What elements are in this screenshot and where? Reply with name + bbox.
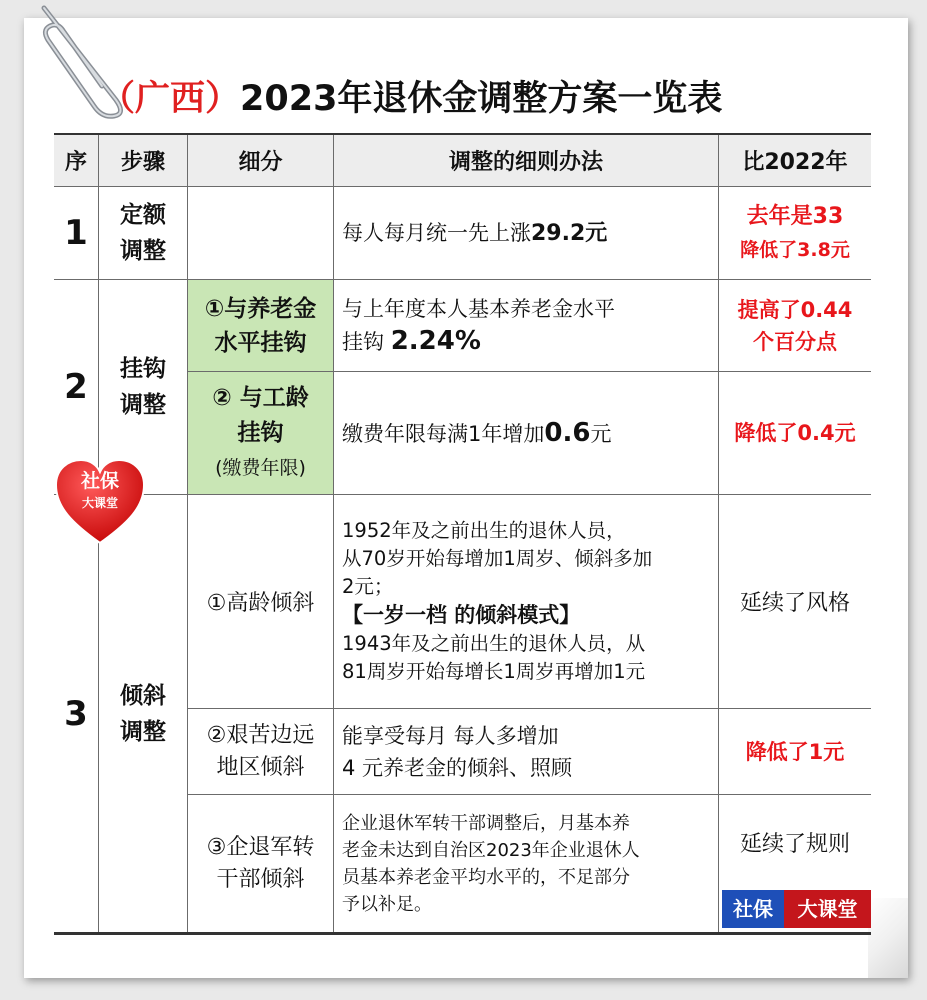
row3-sub1-label: ①高龄倾斜 bbox=[188, 495, 334, 709]
header-sub: 细分 bbox=[188, 135, 334, 187]
page-title bbox=[100, 74, 860, 124]
row3-sub2-desc: 能享受每月 每人多增加 4 元养老金的倾斜、照顾 bbox=[334, 709, 719, 795]
corner-badge-left: 社保 bbox=[722, 890, 784, 928]
row1-num: 1 bbox=[54, 187, 99, 280]
row1-step: 定额 调整 bbox=[99, 187, 188, 280]
row2-sub2-desc: 缴费年限每满1年增加0.6元 bbox=[334, 372, 719, 495]
header-method: 调整的细则办法 bbox=[334, 135, 719, 187]
title-main: 2023年退休金调整方案一览表 bbox=[240, 79, 723, 119]
row2-sub2-label: ② 与工龄 挂钩 (缴费年限) bbox=[188, 372, 334, 495]
row3-sub3-label: ③企退军转 干部倾斜 bbox=[188, 795, 334, 932]
title-region: （广西） bbox=[100, 79, 241, 119]
heart-badge: 社保 大课堂 bbox=[80, 470, 119, 510]
adjustment-table bbox=[54, 133, 871, 935]
row1-sub-empty bbox=[188, 187, 334, 280]
row3-sub1-compare: 延续了风格 bbox=[719, 495, 871, 709]
row2-sub1-compare: 提高了0.44 个百分点 bbox=[719, 280, 871, 372]
row2-num: 2 bbox=[54, 280, 99, 495]
row3-sub2-label: ②艰苦边远 地区倾斜 bbox=[188, 709, 334, 795]
page-curl bbox=[868, 898, 908, 978]
row3-sub1-desc: 1952年及之前出生的退休人员， 从70岁开始每增加1周岁、倾斜多加 2元； 【一岁一档 的倾斜模式】 1943年及之前出生的退休人员，从 81周岁开始每增长1周岁再增加1元 bbox=[334, 495, 719, 709]
row2-sub1-label: ①与养老金 水平挂钩 bbox=[188, 280, 334, 372]
corner-badge-right: 大课堂 bbox=[784, 890, 871, 928]
row1-desc: 每人每月统一先上涨29.2元 bbox=[334, 187, 719, 280]
row2-step: 挂钩 调整 bbox=[99, 280, 188, 495]
row3-sub3-desc: 企业退休军转干部调整后，月基本养 老金未达到自治区2023年企业退休人 员基本养老金平均水平的，不足部分 予以补足。 bbox=[334, 795, 719, 932]
row3-sub3-compare: 延续了规则 bbox=[739, 832, 850, 857]
header-step: 步骤 bbox=[99, 135, 188, 187]
header-seq: 序 bbox=[54, 135, 99, 187]
row2-sub2-compare: 降低了0.4元 bbox=[719, 372, 871, 495]
row3-step: 倾斜 调整 bbox=[99, 495, 188, 932]
row3-num: 3 bbox=[54, 495, 99, 932]
row3-sub2-compare: 降低了1元 bbox=[719, 709, 871, 795]
header-compare: 比2022年 bbox=[719, 135, 871, 187]
row1-compare: 去年是33 降低了3.8元 bbox=[719, 187, 871, 280]
row2-sub1-desc: 与上年度本人基本养老金水平 挂钩 2.24% bbox=[334, 280, 719, 372]
